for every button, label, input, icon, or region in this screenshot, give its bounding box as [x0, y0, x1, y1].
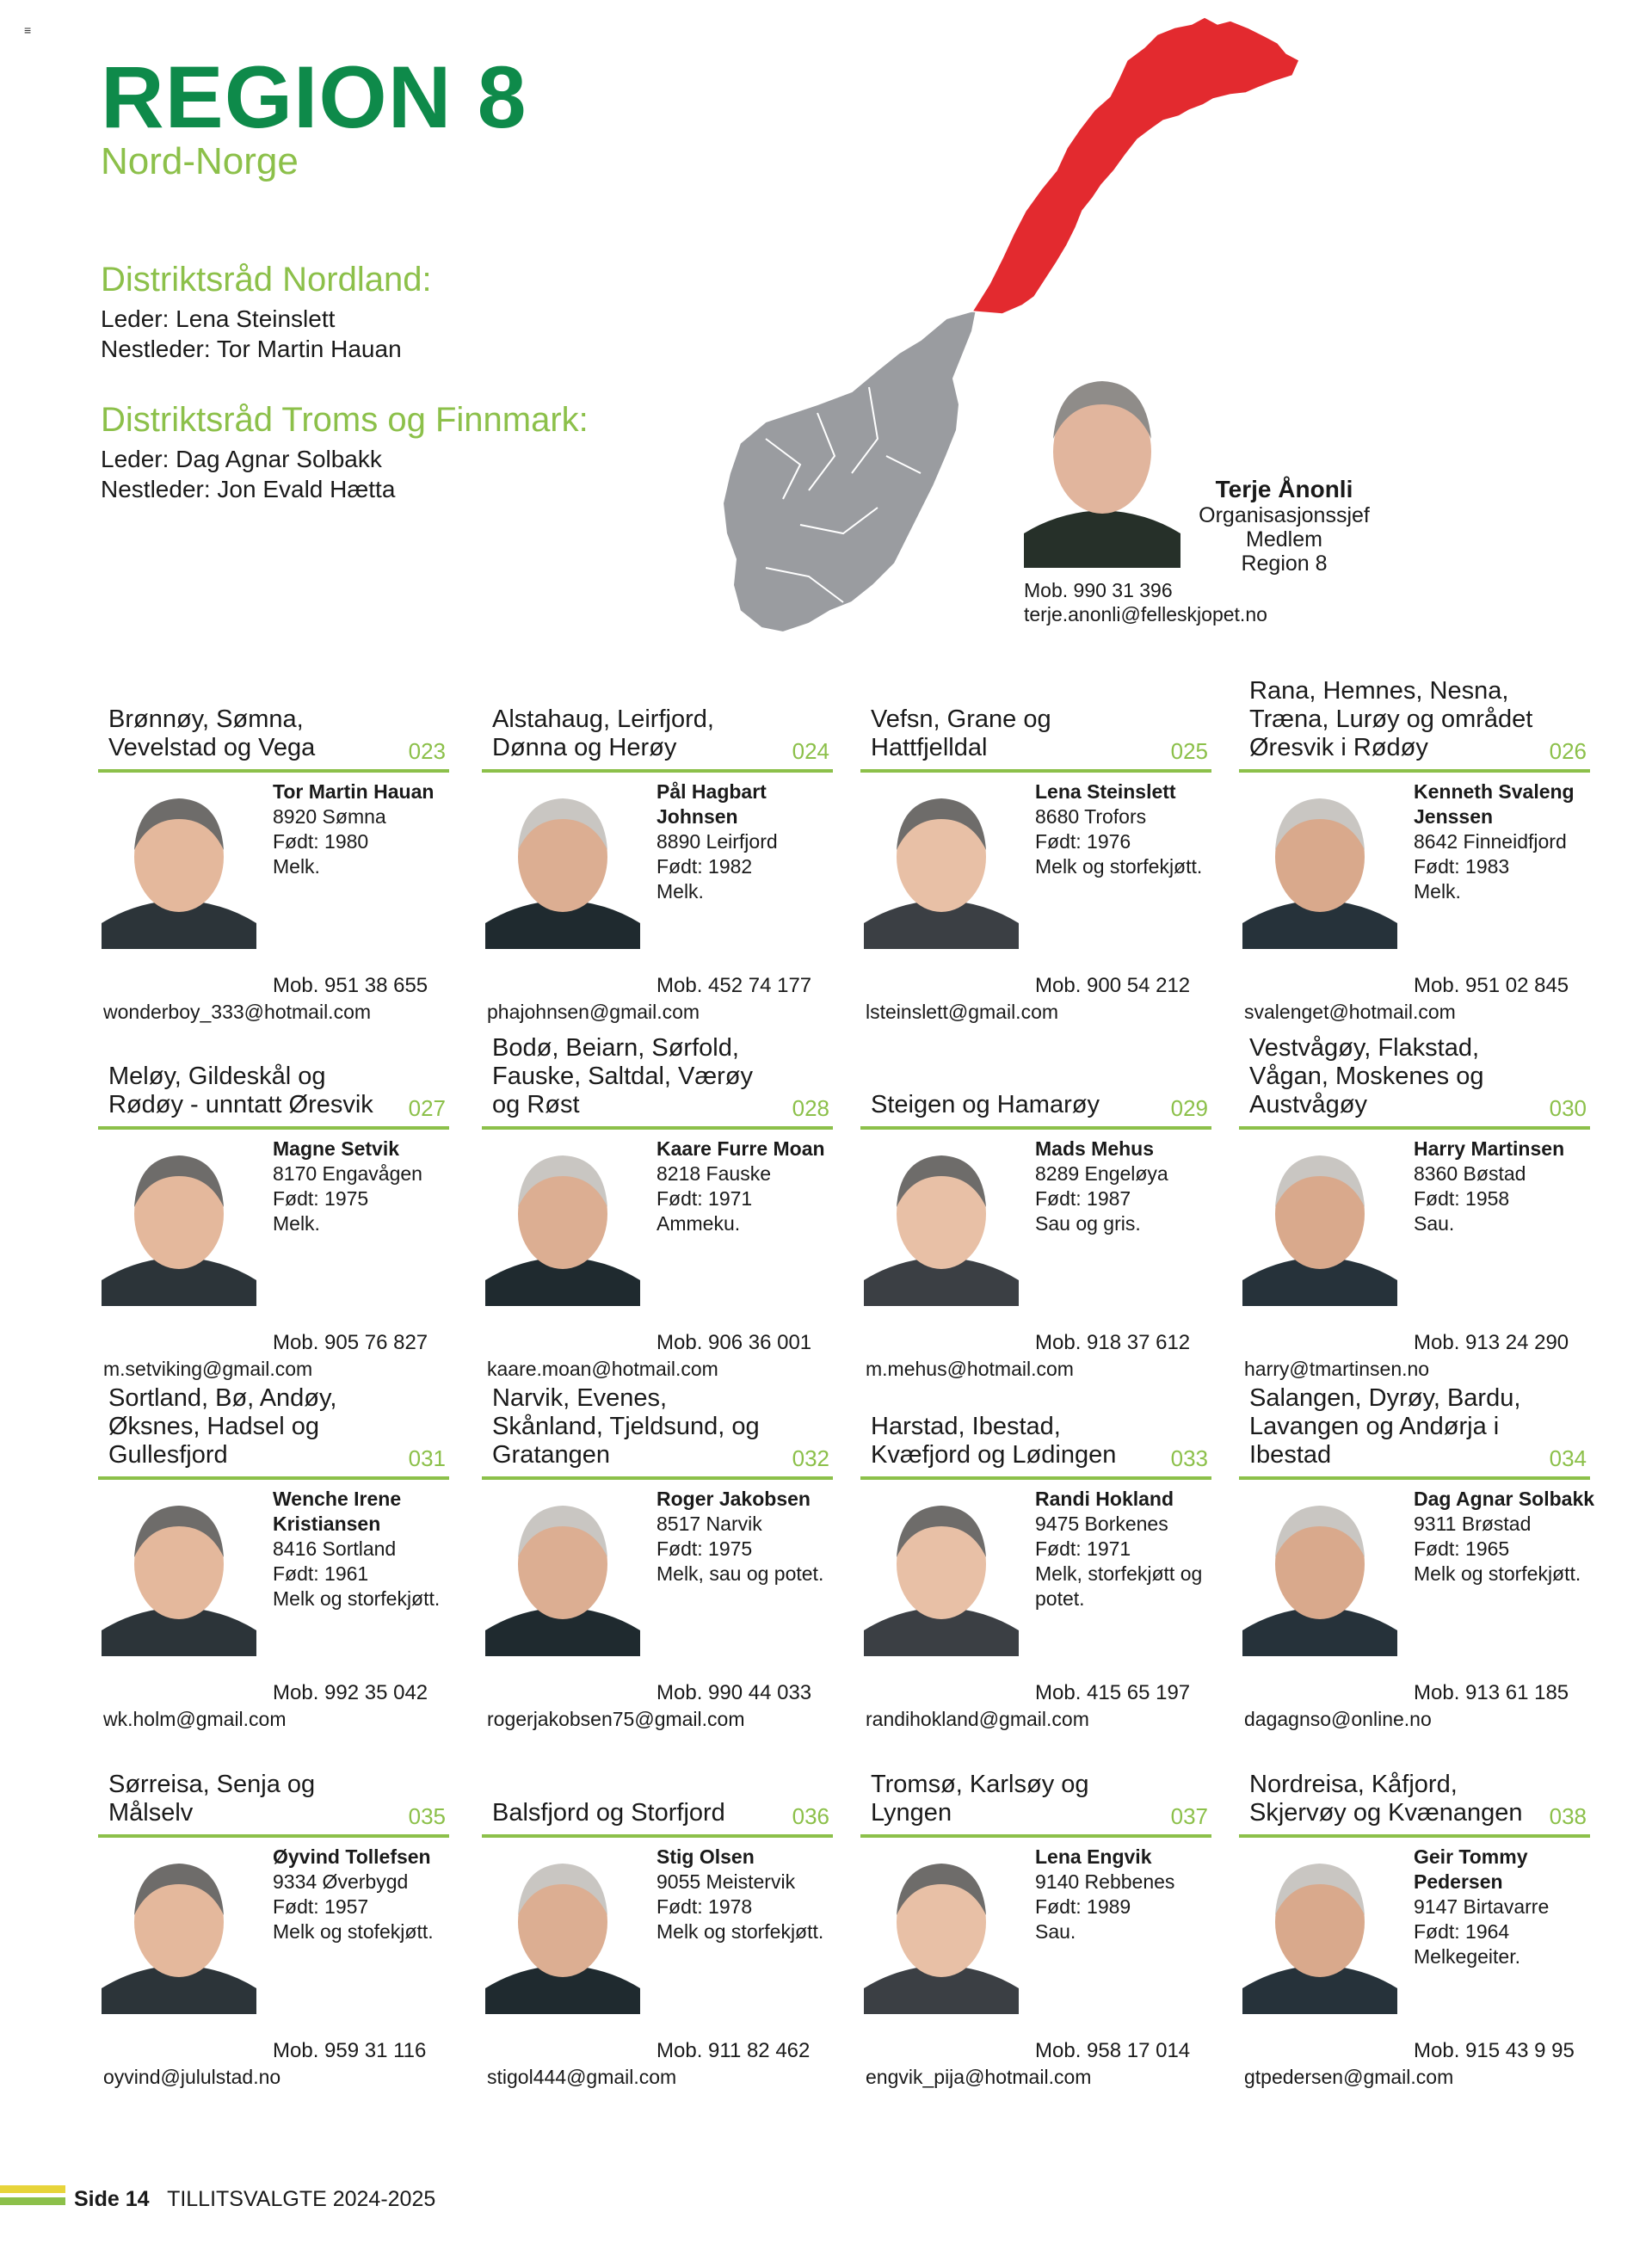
representative-info — [273, 1137, 466, 1236]
district-area: Harstad, Ibestad, Kvæfjord og Lødingen — [871, 1413, 1117, 1469]
representative-portrait-image — [485, 781, 640, 949]
representative-mobile: Mob. 918 37 612 — [1035, 1331, 1191, 1354]
page-number: Side 14 — [74, 2187, 150, 2211]
representative-info — [1414, 1487, 1607, 1587]
district-area: Steigen og Hamarøy — [871, 1091, 1100, 1118]
representative-mobile: Mob. 951 02 845 — [1414, 974, 1569, 997]
representative-born: Født: 1975 — [273, 1187, 369, 1210]
district-card — [98, 1384, 449, 1731]
district-code: 025 — [1170, 738, 1208, 764]
district-card — [860, 1387, 1211, 1731]
district-code: 029 — [1170, 1095, 1208, 1121]
representative-address: 9147 Birtavarre — [1414, 1895, 1550, 1918]
district-code: 035 — [408, 1803, 446, 1829]
representative-mobile: Mob. 992 35 042 — [273, 1681, 428, 1704]
district-card — [482, 1745, 833, 2089]
district-card — [1239, 1745, 1590, 2089]
representative-address: 8360 Bøstad — [1414, 1162, 1526, 1185]
representative-mobile: Mob. 913 24 290 — [1414, 1331, 1569, 1354]
representative-email[interactable]: engvik_pija@hotmail.com — [866, 2066, 1092, 2088]
district-card — [860, 1037, 1211, 1381]
district-header — [860, 680, 1211, 773]
district-area: Nordreisa, Kåfjord, Skjervøy og Kvænangen — [1249, 1771, 1523, 1827]
representative-portrait-image — [864, 1488, 1019, 1656]
district-card — [98, 680, 449, 1024]
representative-email[interactable]: kaare.moan@hotmail.com — [487, 1358, 718, 1380]
district-area: Vefsn, Grane og Hattfjelldal — [871, 705, 1051, 761]
representative-info — [1035, 1845, 1229, 1944]
chief-mobile: Mob. 990 31 396 — [1024, 579, 1173, 601]
district-header — [98, 1384, 449, 1480]
representative-name: Randi Hokland — [1035, 1488, 1174, 1510]
representative-production: Melk, sau og potet. — [656, 1562, 824, 1585]
district-card — [1239, 1384, 1595, 1731]
menu-icon[interactable]: ≡ — [24, 23, 32, 37]
representative-email[interactable]: harry@tmartinsen.no — [1244, 1358, 1430, 1380]
representative-address: 8517 Narvik — [656, 1513, 762, 1535]
representative-portrait-image — [485, 1138, 640, 1306]
district-code: 036 — [792, 1803, 829, 1829]
representative-info — [273, 779, 466, 879]
council-title: Distriktsråd Nordland: — [101, 261, 432, 299]
representative-mobile: Mob. 915 43 9 95 — [1414, 2039, 1575, 2062]
page-title: REGION 8 — [101, 48, 527, 146]
representative-born: Født: 1987 — [1035, 1187, 1131, 1210]
representative-address: 8170 Engavågen — [273, 1162, 422, 1185]
representative-born: Født: 1958 — [1414, 1187, 1510, 1210]
district-code: 034 — [1549, 1445, 1587, 1471]
representative-production: Melk, storfekjøtt og potet. — [1035, 1562, 1203, 1610]
representative-name: Pål Hagbart Johnsen — [656, 780, 767, 828]
district-area: Meløy, Gildeskål og Rødøy - unntatt Øresvik — [108, 1063, 373, 1118]
district-header — [482, 1034, 833, 1130]
district-header — [1239, 1745, 1590, 1838]
representative-mobile: Mob. 959 31 116 — [273, 2039, 427, 2062]
representative-production: Sau. — [1414, 1212, 1455, 1235]
representative-mobile: Mob. 990 44 033 — [656, 1681, 812, 1704]
representative-born: Født: 1980 — [273, 830, 369, 853]
council-troms-finnmark — [101, 401, 589, 504]
district-card — [860, 680, 1211, 1024]
representative-born: Født: 1983 — [1414, 855, 1510, 878]
representative-born: Født: 1975 — [656, 1537, 753, 1560]
district-area: Tromsø, Karlsøy og Lyngen — [871, 1771, 1089, 1827]
representative-born: Født: 1978 — [656, 1895, 753, 1918]
representative-portrait-image — [1242, 781, 1397, 949]
representative-info — [1414, 1137, 1607, 1236]
council-deputy: Nestleder: Tor Martin Hauan — [101, 336, 402, 362]
district-header — [482, 680, 833, 773]
representative-production: Melk og storfekjøtt. — [656, 1920, 824, 1943]
representative-address: 9334 Øverbygd — [273, 1870, 409, 1893]
chief-portrait-image — [1024, 357, 1180, 568]
representative-info — [1035, 1487, 1229, 1611]
representative-address: 8680 Trofors — [1035, 805, 1147, 828]
representative-address: 9311 Brøstad — [1414, 1513, 1532, 1535]
district-area: Salangen, Dyrøy, Bardu, Lavangen og Andørja i Ibestad — [1249, 1384, 1521, 1469]
district-header — [98, 1745, 449, 1838]
representative-portrait-image — [485, 1846, 640, 2014]
representative-info — [273, 1845, 466, 1944]
representative-info — [656, 1487, 850, 1587]
representative-name: Harry Martinsen — [1414, 1137, 1565, 1160]
chief-role: Organisasjonssjef — [1199, 503, 1370, 527]
representative-address: 8642 Finneidfjord — [1414, 830, 1567, 853]
representative-email[interactable]: stigol444@gmail.com — [487, 2066, 677, 2088]
representative-production: Melk og stofekjøtt. — [273, 1920, 434, 1943]
representative-name: Mads Mehus — [1035, 1137, 1155, 1160]
representative-born: Født: 1982 — [656, 855, 753, 878]
district-area: Sortland, Bø, Andøy, Øksnes, Hadsel og Gullesfjord — [108, 1384, 337, 1469]
representative-production: Melk og storfekjøtt. — [273, 1587, 441, 1610]
district-header — [1239, 677, 1590, 773]
district-code: 037 — [1170, 1803, 1208, 1829]
representative-name: Dag Agnar Solbakk — [1414, 1488, 1595, 1510]
district-header — [98, 1037, 449, 1130]
representative-production: Melkegeiter. — [1414, 1945, 1521, 1968]
district-code: 026 — [1549, 738, 1587, 764]
district-area: Vestvågøy, Flakstad, Vågan, Moskenes og Austvågøy — [1249, 1034, 1484, 1118]
representative-address: 8920 Sømna — [273, 805, 386, 828]
representative-name: Stig Olsen — [656, 1845, 755, 1868]
representative-name: Kenneth Svaleng Jenssen — [1414, 780, 1575, 828]
district-area: Bodø, Beiarn, Sørfold, Fauske, Saltdal, Værøy og Røst — [492, 1034, 753, 1118]
district-card — [98, 1037, 449, 1381]
representative-mobile: Mob. 900 54 212 — [1035, 974, 1191, 997]
representative-portrait-image — [1242, 1138, 1397, 1306]
map-southern-norway — [723, 310, 977, 632]
representative-born: Født: 1964 — [1414, 1920, 1510, 1943]
representative-name: Kaare Furre Moan — [656, 1137, 825, 1160]
chief-contact — [1024, 578, 1267, 626]
representative-born: Født: 1989 — [1035, 1895, 1131, 1918]
council-leader: Leder: Dag Agnar Solbakk — [101, 446, 382, 472]
map-region-8-highlight — [972, 17, 1299, 314]
representative-mobile: Mob. 958 17 014 — [1035, 2039, 1191, 2062]
representative-production: Melk og storfekjøtt. — [1414, 1562, 1581, 1585]
representative-production: Melk. — [273, 1212, 320, 1235]
council-nordland — [101, 261, 432, 364]
representative-portrait-image — [864, 1138, 1019, 1306]
district-code: 028 — [792, 1095, 829, 1121]
district-header — [1239, 1034, 1590, 1130]
district-area: Brønnøy, Sømna, Vevelstad og Vega — [108, 705, 316, 761]
representative-portrait-image — [864, 1846, 1019, 2014]
district-header — [98, 680, 449, 773]
representative-info — [273, 1487, 466, 1611]
representative-born: Født: 1971 — [1035, 1537, 1131, 1560]
district-area: Sørreisa, Senja og Målselv — [108, 1771, 316, 1827]
district-area: Narvik, Evenes, Skånland, Tjeldsund, og Gratangen — [492, 1384, 760, 1469]
representative-portrait-image — [1242, 1488, 1397, 1656]
representative-info — [656, 1845, 850, 1944]
chief-name: Terje Ånonli — [1215, 476, 1353, 502]
district-code: 032 — [792, 1445, 829, 1471]
district-header — [860, 1387, 1211, 1480]
representative-info — [656, 779, 850, 904]
chief-region: Region 8 — [1241, 551, 1328, 576]
representative-email[interactable]: gtpedersen@gmail.com — [1244, 2066, 1454, 2088]
district-header — [482, 1745, 833, 1838]
district-header — [860, 1037, 1211, 1130]
district-area: Balsfjord og Storfjord — [492, 1799, 725, 1827]
district-card — [482, 1384, 833, 1731]
chief-member-label: Medlem — [1246, 527, 1322, 551]
representative-name: Lena Steinslett — [1035, 780, 1176, 803]
representative-address: 8416 Sortland — [273, 1537, 397, 1560]
representative-email[interactable]: randihokland@gmail.com — [866, 1708, 1089, 1730]
representative-address: 9055 Meistervik — [656, 1870, 796, 1893]
representative-born: Født: 1965 — [1414, 1537, 1510, 1560]
representative-portrait-image — [1242, 1846, 1397, 2014]
footer-color-bars — [0, 2185, 65, 2209]
representative-portrait-image — [102, 1846, 256, 2014]
representative-born: Født: 1961 — [273, 1562, 369, 1585]
district-code: 038 — [1549, 1803, 1587, 1829]
representative-portrait-image — [102, 781, 256, 949]
representative-mobile: Mob. 906 36 001 — [656, 1331, 812, 1354]
district-card — [482, 1034, 833, 1381]
representative-address: 9475 Borkenes — [1035, 1513, 1168, 1535]
representative-mobile: Mob. 415 65 197 — [1035, 1681, 1191, 1704]
representative-production: Sau og gris. — [1035, 1212, 1141, 1235]
representative-production: Ammeku. — [656, 1212, 741, 1235]
page-subtitle: Nord-Norge — [101, 140, 299, 182]
representative-portrait-image — [102, 1138, 256, 1306]
representative-production: Melk. — [656, 880, 704, 903]
publication-title: TILLITSVALGTE 2024-2025 — [167, 2187, 436, 2211]
chief-info — [1170, 476, 1398, 576]
representative-portrait-image — [864, 781, 1019, 949]
representative-mobile: Mob. 913 61 185 — [1414, 1681, 1569, 1704]
representative-production: Melk. — [273, 855, 320, 878]
representative-email[interactable]: m.mehus@hotmail.com — [866, 1358, 1074, 1380]
representative-email[interactable]: wonderboy_333@hotmail.com — [103, 1001, 372, 1023]
representative-name: Tor Martin Hauan — [273, 780, 435, 803]
representative-name: Roger Jakobsen — [656, 1488, 811, 1510]
district-card — [98, 1745, 449, 2089]
council-title: Distriktsråd Troms og Finnmark: — [101, 401, 589, 439]
representative-email[interactable]: m.setviking@gmail.com — [103, 1358, 313, 1380]
chief-email[interactable]: terje.anonli@felleskjopet.no — [1024, 603, 1267, 625]
representative-email[interactable]: dagagnso@online.no — [1244, 1708, 1432, 1730]
representative-email[interactable]: wk.holm@gmail.com — [103, 1708, 287, 1730]
representative-email[interactable]: lsteinslett@gmail.com — [866, 1001, 1059, 1023]
district-card — [1239, 677, 1590, 1024]
representative-name: Wenche Irene Kristiansen — [273, 1488, 402, 1535]
district-header — [482, 1384, 833, 1480]
representative-portrait-image — [485, 1488, 640, 1656]
representative-production: Melk og storfekjøtt. — [1035, 855, 1203, 878]
representative-info — [656, 1137, 850, 1236]
footer — [74, 2186, 435, 2212]
council-deputy: Nestleder: Jon Evald Hætta — [101, 476, 396, 502]
district-code: 027 — [408, 1095, 446, 1121]
district-code: 033 — [1170, 1445, 1208, 1471]
representative-mobile: Mob. 452 74 177 — [656, 974, 812, 997]
representative-info — [1414, 1845, 1607, 1969]
council-leader: Leder: Lena Steinslett — [101, 305, 336, 332]
representative-address: 8289 Engeløya — [1035, 1162, 1168, 1185]
representative-production: Melk. — [1414, 880, 1461, 903]
district-area: Alstahaug, Leirfjord, Dønna og Herøy — [492, 705, 714, 761]
representative-email[interactable]: oyvind@jululstad.no — [103, 2066, 281, 2088]
representative-email[interactable]: svalenget@hotmail.com — [1244, 1001, 1456, 1023]
representative-address: 8890 Leirfjord — [656, 830, 778, 853]
district-card — [1239, 1034, 1590, 1381]
representative-production: Sau. — [1035, 1920, 1076, 1943]
district-code: 030 — [1549, 1095, 1587, 1121]
representative-born: Født: 1976 — [1035, 830, 1131, 853]
district-area: Rana, Hemnes, Nesna, Træna, Lurøy og området Øresvik i Rødøy — [1249, 677, 1533, 761]
representative-email[interactable]: rogerjakobsen75@gmail.com — [487, 1708, 745, 1730]
district-header — [860, 1745, 1211, 1838]
representative-mobile: Mob. 911 82 462 — [656, 2039, 811, 2062]
representative-info — [1035, 1137, 1229, 1236]
representative-name: Magne Setvik — [273, 1137, 399, 1160]
representative-info — [1414, 779, 1607, 904]
representative-name: Øyvind Tollefsen — [273, 1845, 431, 1868]
representative-address: 9140 Rebbenes — [1035, 1870, 1175, 1893]
district-code: 024 — [792, 738, 829, 764]
representative-portrait-image — [102, 1488, 256, 1656]
representative-born: Født: 1971 — [656, 1187, 753, 1210]
representative-born: Født: 1957 — [273, 1895, 369, 1918]
representative-name: Lena Engvik — [1035, 1845, 1152, 1868]
district-card — [482, 680, 833, 1024]
representative-info — [1035, 779, 1229, 879]
district-card — [860, 1745, 1211, 2089]
representative-mobile: Mob. 951 38 655 — [273, 974, 428, 997]
district-header — [1239, 1384, 1590, 1480]
representative-email[interactable]: phajohnsen@gmail.com — [487, 1001, 700, 1023]
representative-address: 8218 Fauske — [656, 1162, 771, 1185]
district-code: 031 — [408, 1445, 446, 1471]
district-code: 023 — [408, 738, 446, 764]
representative-mobile: Mob. 905 76 827 — [273, 1331, 428, 1354]
representative-name: Geir Tommy Pedersen — [1414, 1845, 1528, 1893]
